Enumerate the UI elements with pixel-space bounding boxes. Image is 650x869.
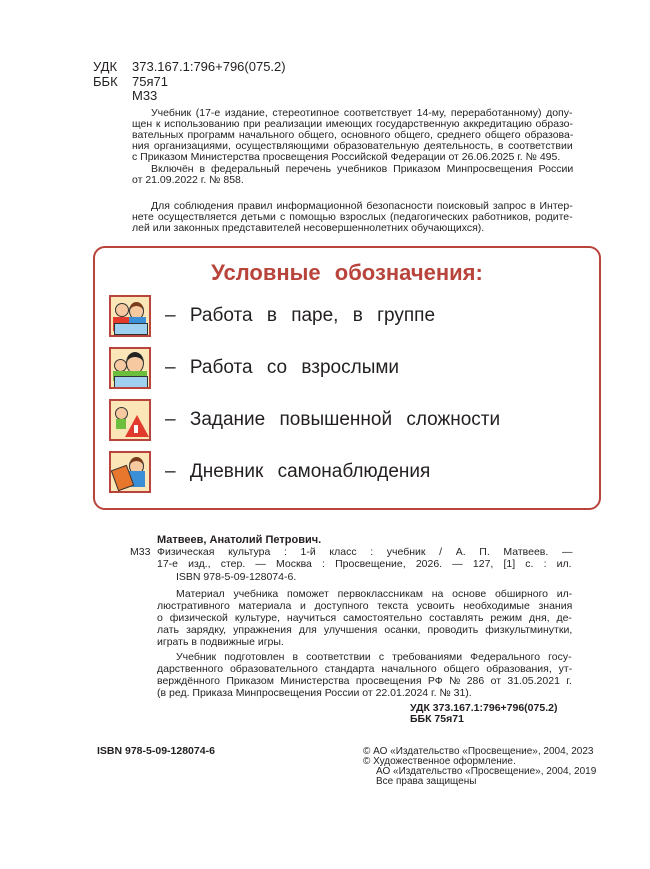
paragraph-line: верждённого Приказом Министерства просвещения РФ № 286 от 31.05.2021 г. (157, 675, 572, 687)
paragraph-line: лать зарядку, упражнения для улучшения осанки, проводить физкультминутки, (157, 624, 573, 636)
bibliography-mark: М33 (130, 546, 151, 558)
bibliography-line: Физическая культура : 1-й класс : учебник / А. П. Матвеев. — (157, 546, 573, 558)
legend-label: – Работа со взрослыми (165, 357, 400, 378)
legend-title: Условные обозначения: (211, 260, 483, 285)
isbn-bottom: ISBN 978-5-09-128074-6 (97, 745, 215, 757)
paragraph-line: вательных программ начального общего, основного общего, среднего общего образова- (132, 129, 574, 141)
paragraph-line: от 21.09.2022 г. № 858. (132, 174, 244, 186)
paragraph-line: с Приказом Министерства просвещения Российской Федерации от 26.06.2025 г. № 495. (132, 151, 561, 163)
legend-item-adults (109, 346, 399, 390)
paragraph-line: Учебник (17-е издание, стереотипное соответствует 14-му, переработанному) допу- (151, 107, 573, 119)
paragraph-line: Для соблюдения правил информационной безопасности поисковый запрос в Интер- (151, 200, 573, 212)
bibliography-isbn: ISBN 978-5-09-128074-6. (176, 571, 297, 583)
paragraph-line: нете осуществляется детьми с помощью взрослых (педагогических работников, родите- (132, 211, 573, 223)
paragraph-line: люстративного материала и доступного текста усвоить необходимые знания (157, 600, 573, 612)
udk-label: УДК (93, 59, 118, 74)
legend-item-pair-work (109, 294, 435, 338)
legend-label: – Дневник самонаблюдения (165, 461, 431, 482)
legend-box (93, 246, 601, 510)
author-mark: М33 (132, 88, 158, 103)
bbk-label: ББК (93, 74, 118, 89)
paragraph-line: ния организациями, осуществляющими образовательную деятельность, в соответствии (132, 140, 573, 152)
legend-label: – Работа в паре, в группе (165, 305, 436, 326)
paragraph-line: играть в подвижные игры. (157, 636, 284, 648)
work-with-adults-icon (109, 347, 151, 389)
copyright-line: АО «Издательство «Просвещение», 2004, 2019 (376, 766, 597, 777)
paragraph-line: Материал учебника поможет первоклассникам на основе обширного ил- (176, 588, 573, 600)
paragraph-line: лей или законных представителей несовершеннолетних обучающихся). (132, 222, 485, 234)
paragraph-line: щен к использованию при реализации имеющих государственную аккредитацию образо- (132, 118, 574, 130)
bibliography-line: 17-е изд., стер. — Москва : Просвещение, 2026. — 127, [1] с. : ил. (157, 558, 572, 570)
copyright-line: © Художественное оформление. (363, 756, 516, 767)
paragraph-line: Учебник подготовлен в соответствии с требованиями Федерального госу- (176, 651, 572, 663)
pair-group-work-icon (109, 295, 151, 337)
paragraph-line: Включён в федеральный перечень учебников Приказом Минпросвещения России (151, 163, 574, 175)
legend-label: – Задание повышенной сложности (165, 409, 501, 430)
self-observation-diary-icon (109, 451, 151, 493)
book-author: Матвеев, Анатолий Петрович. (157, 534, 322, 546)
legend-item-advanced (109, 398, 500, 442)
bbk-value: 75я71 (132, 74, 168, 89)
bbk-bottom: ББК 75я71 (410, 713, 464, 725)
advanced-task-icon (109, 399, 151, 441)
copyright-line: © АО «Издательство «Просвещение», 2004, 2023 (363, 746, 594, 757)
copyright-line: Все права защищены (376, 776, 477, 787)
paragraph-line: (в ред. Приказа Минпросвещения России от 22.01.2024 г. № 31). (157, 687, 472, 699)
legend-item-diary (109, 450, 430, 494)
paragraph-line: дарственного образовательного стандарта начального общего образования, ут- (157, 663, 573, 675)
udk-value: 373.167.1:796+796(075.2) (132, 59, 286, 74)
udk-bottom: УДК 373.167.1:796+796(075.2) (410, 702, 558, 714)
paragraph-line: о физической культуре, научиться самостоятельно составлять режим дня, де- (157, 612, 572, 624)
